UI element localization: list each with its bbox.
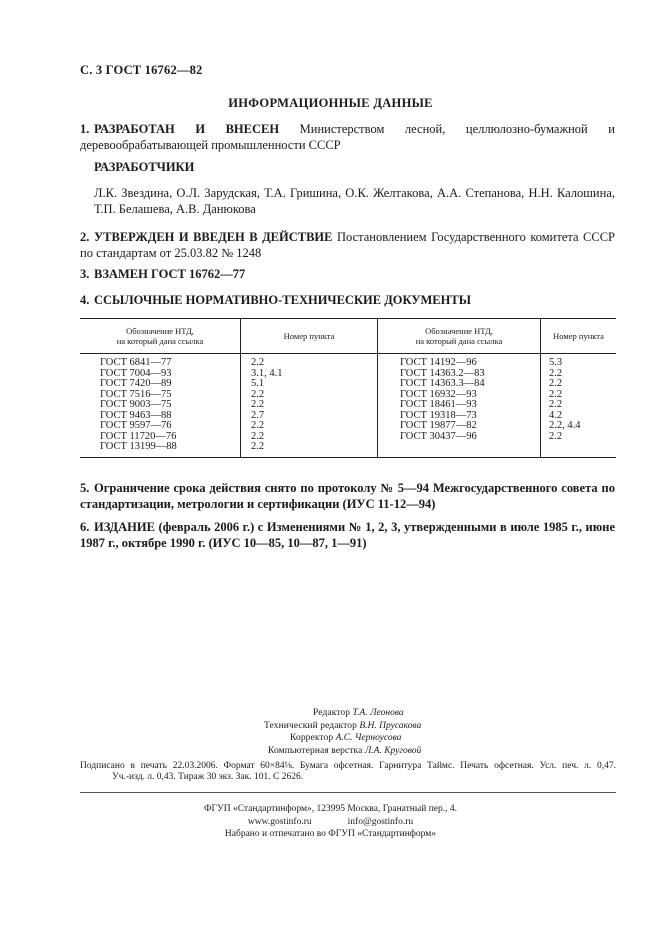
print-info xyxy=(80,761,616,783)
print-line-2: Уч.-изд. л. 0,43. Тираж 30 экз. Зак. 101. С 2626. xyxy=(112,772,304,782)
item-2 xyxy=(80,230,615,261)
item-cell: 5.1 xyxy=(241,379,378,390)
ntd-cell: ГОСТ 7420—89 xyxy=(100,378,172,389)
table-row xyxy=(80,421,616,432)
publisher-email: info@gostinfo.ru xyxy=(347,816,414,827)
item-cell: 2.2 xyxy=(241,442,378,457)
ntd-cell: ГОСТ 19318—73 xyxy=(378,411,541,422)
item-text: (февраль 2006 г.) с Изменениями № 1, 2, 3, утвержденными в июле 1985 г., июне 1987 г., октябре 1990 г. (ИУС 10—85, 10—87, 1—91) xyxy=(80,520,615,550)
table-row xyxy=(80,400,616,411)
ntd-cell: ГОСТ 6841—77 xyxy=(100,357,172,368)
header-item-right: Номер пункта xyxy=(541,319,617,354)
item-number: 6. xyxy=(80,520,90,534)
header-item: Номер пункта xyxy=(241,319,378,354)
item-cell: 2.2 xyxy=(241,421,378,432)
item-1 xyxy=(80,122,615,153)
ntd-cell: ГОСТ 19877—82 xyxy=(378,421,541,432)
header-ntd-right: Обозначение НТД, на который дана ссылка xyxy=(378,319,541,354)
item-number: 5. xyxy=(80,481,90,495)
table-row xyxy=(80,442,616,457)
item-5 xyxy=(80,481,615,512)
item-lead: ВЗАМЕН ГОСТ 16762—77 xyxy=(94,267,246,281)
ntd-cell: ГОСТ 7516—75 xyxy=(100,388,172,400)
print-line-1: Подписано в печать 22.03.2006. Формат 60×84⅛. Бумага офсетная. Гарнитура Таймс. Печать офсетная. Усл. печ. л. 0,47. xyxy=(80,761,616,771)
credits xyxy=(260,707,421,758)
item-cell: 4.2 xyxy=(541,411,617,422)
credit-editor: Редактор Т.А. Леонова xyxy=(313,708,404,718)
ntd-cell: ГОСТ 14363.3—84 xyxy=(378,379,541,390)
item-cell: 5.3 xyxy=(541,354,617,369)
item-cell: 2.2 xyxy=(241,354,378,369)
table-row xyxy=(80,354,616,369)
ntd-cell: ГОСТ 18461—93 xyxy=(378,400,541,411)
item-lead: ССЫЛОЧНЫЕ НОРМАТИВНО-ТЕХНИЧЕСКИЕ ДОКУМЕНТЫ xyxy=(94,293,471,307)
publisher-address: ФГУП «Стандартинформ», 123995 Москва, Гранатный пер., 4. xyxy=(203,804,458,814)
item-number: 2. xyxy=(80,230,90,244)
developers-heading: РАЗРАБОТЧИКИ xyxy=(94,160,195,174)
ntd-cell: ГОСТ 16932—93 xyxy=(378,390,541,401)
ntd-cell: ГОСТ 30437—96 xyxy=(378,432,541,443)
item-3 xyxy=(80,267,615,283)
section-title: ИНФОРМАЦИОННЫЕ ДАННЫЕ xyxy=(228,96,433,110)
item-number: 4. xyxy=(80,293,90,307)
ntd-cell xyxy=(378,442,541,457)
item-lead: ИЗДАНИЕ xyxy=(94,520,155,534)
credit-layout: Компьютерная верстка Л.А. Круговой xyxy=(268,746,422,757)
item-number: 3. xyxy=(80,267,90,281)
ntd-cell: ГОСТ 9003—75 xyxy=(100,399,172,410)
item-cell: 2.7 xyxy=(241,411,378,422)
item-cell: 2.2 xyxy=(241,432,378,443)
item-cell: 2.2 xyxy=(541,369,617,380)
references-table xyxy=(80,318,616,458)
item-4 xyxy=(80,293,615,309)
credit-tech-editor: Технический редактор В.Н. Прусакова xyxy=(264,720,422,731)
publisher-website: www.gostinfo.ru xyxy=(247,816,312,827)
item-lead: РАЗРАБОТАН И ВНЕСЕН xyxy=(94,122,280,136)
table-header-row xyxy=(80,319,616,354)
ntd-cell: ГОСТ 9597—76 xyxy=(100,420,172,431)
ntd-cell: ГОСТ 7004—93 xyxy=(100,367,172,379)
item-6 xyxy=(80,520,615,551)
ntd-cell: ГОСТ 13199—88 xyxy=(80,442,241,457)
developers-list: Л.К. Звездина, О.Л. Зарудская, Т.А. Гришина, О.К. Желтакова, А.А. Степанова, Н.Н. Калошина, Т.П. Белашева, А.В. Данюкова xyxy=(94,186,615,216)
ntd-cell: ГОСТ 9463—88 xyxy=(100,409,172,421)
item-text: Министерством лесной, целлюлозно-бумажной и деревообрабатывающей промышленности СССР xyxy=(80,122,615,152)
ntd-cell: ГОСТ 14192—96 xyxy=(378,354,541,369)
item-cell: 2.2 xyxy=(241,390,378,401)
publisher-printed: Набрано и отпечатано во ФГУП «Стандартинформ» xyxy=(224,829,437,839)
credit-corrector: Корректор А.С. Черноусова xyxy=(290,733,402,744)
table-row xyxy=(80,379,616,390)
header-ntd: Обозначение НТД, на который дана ссылка xyxy=(80,319,241,354)
publisher-info xyxy=(0,803,661,841)
item-text: Постановлением Государственного комитета СССР по стандартам от 25.03.82 № 1248 xyxy=(80,230,615,260)
page-header: С. 3 ГОСТ 16762—82 xyxy=(80,63,203,77)
item-cell xyxy=(541,442,617,457)
ntd-cell: ГОСТ 11720—76 xyxy=(100,430,177,442)
item-lead: УТВЕРЖДЕН И ВВЕДЕН В ДЕЙСТВИЕ xyxy=(94,230,333,244)
item-cell: 2.2 xyxy=(241,400,378,411)
item-cell: 2.2 xyxy=(541,400,617,411)
publisher-contacts xyxy=(230,816,431,829)
item-cell: 2.2 xyxy=(541,390,617,401)
item-cell: 2.2 xyxy=(541,379,617,390)
item-cell: 2.2, 4.4 xyxy=(541,421,617,432)
item-cell: 3.1, 4.1 xyxy=(241,369,378,380)
divider xyxy=(80,792,616,793)
item-text: Ограничение срока действия снято по протоколу № 5—94 Межгосударственного совета по стандартизации, метрологии и сертификации (ИУС 11-12—94) xyxy=(80,481,615,511)
ntd-cell: ГОСТ 14363.2—83 xyxy=(378,369,541,380)
item-number: 1. xyxy=(80,122,90,136)
item-cell: 2.2 xyxy=(541,432,617,443)
